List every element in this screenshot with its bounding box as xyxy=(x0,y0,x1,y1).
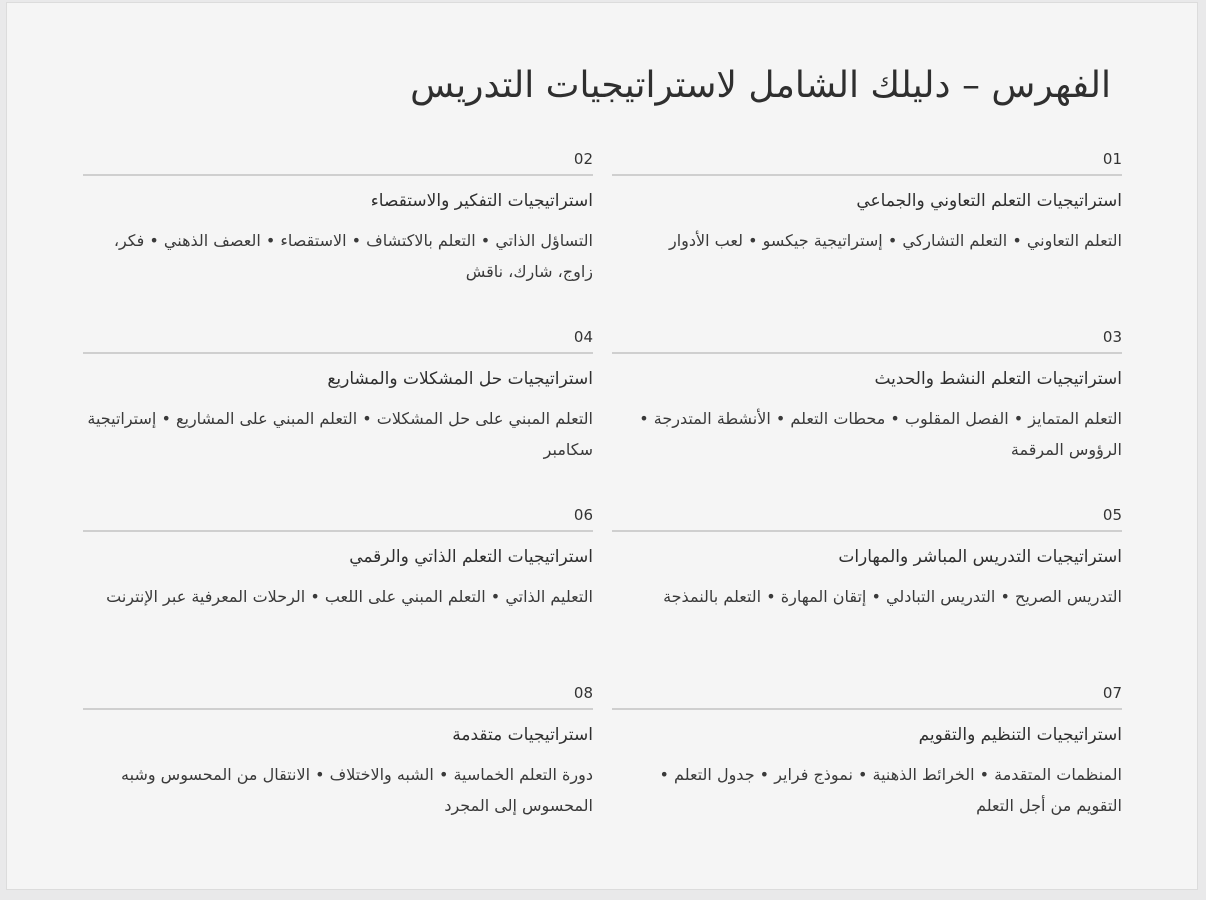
item-divider xyxy=(83,708,593,710)
item-number: 06 xyxy=(573,506,593,524)
item-heading: استراتيجيات التعلم الذاتي والرقمي xyxy=(349,547,593,567)
item-number: 05 xyxy=(1102,506,1122,524)
index-item-08 xyxy=(83,682,593,821)
index-item-01 xyxy=(612,148,1122,256)
item-number: 02 xyxy=(573,150,593,168)
item-description: التساؤل الذاتي • التعلم بالاكتشاف • الاستقصاء • العصف الذهني • فكر، زاوج، شارك، ناقش xyxy=(113,231,593,281)
item-divider xyxy=(612,708,1122,710)
item-heading: استراتيجيات متقدمة xyxy=(452,725,593,745)
index-item-06 xyxy=(83,504,593,612)
item-description: التعلم التعاوني • التعلم التشاركي • إستراتيجية جيكسو • لعب الأدوار xyxy=(669,231,1122,250)
item-heading: استراتيجيات التعلم التعاوني والجماعي xyxy=(856,191,1122,211)
index-item-02 xyxy=(83,148,593,287)
page-title: الفهرس – دليلك الشامل لاستراتيجيات التدريس xyxy=(410,65,1111,106)
item-heading: استراتيجيات التدريس المباشر والمهارات xyxy=(838,547,1122,567)
index-item-03 xyxy=(612,326,1122,465)
item-description: التعلم المتمايز • الفصل المقلوب • محطات التعلم • الأنشطة المتدرجة • الرؤوس المرقمة xyxy=(639,409,1122,459)
item-heading: استراتيجيات التنظيم والتقويم xyxy=(918,725,1122,745)
item-number: 03 xyxy=(1102,328,1122,346)
item-number: 01 xyxy=(1102,150,1122,168)
index-item-05 xyxy=(612,504,1122,612)
item-number: 07 xyxy=(1102,684,1122,702)
item-divider xyxy=(612,174,1122,176)
item-heading: استراتيجيات حل المشكلات والمشاريع xyxy=(327,369,593,389)
item-divider xyxy=(83,530,593,532)
item-description: المنظمات المتقدمة • الخرائط الذهنية • نموذج فراير • جدول التعلم • التقويم من أجل التعلم xyxy=(659,765,1122,815)
index-page xyxy=(6,2,1198,890)
item-divider xyxy=(83,352,593,354)
index-item-07 xyxy=(612,682,1122,821)
index-item-04 xyxy=(83,326,593,465)
item-description: التدريس الصريح • التدريس التبادلي • إتقان المهارة • التعلم بالنمذجة xyxy=(663,587,1122,606)
item-heading: استراتيجيات التعلم النشط والحديث xyxy=(874,369,1122,389)
item-description: دورة التعلم الخماسية • الشبه والاختلاف • الانتقال من المحسوس وشبه المحسوس إلى المجرد xyxy=(121,765,593,815)
item-description: التعلم المبني على حل المشكلات • التعلم المبني على المشاريع • إستراتيجية سكامبر xyxy=(87,409,593,459)
item-divider xyxy=(83,174,593,176)
item-divider xyxy=(612,530,1122,532)
item-number: 08 xyxy=(573,684,593,702)
item-heading: استراتيجيات التفكير والاستقصاء xyxy=(370,191,593,211)
item-number: 04 xyxy=(573,328,593,346)
item-divider xyxy=(612,352,1122,354)
item-description: التعليم الذاتي • التعلم المبني على اللعب • الرحلات المعرفية عبر الإنترنت xyxy=(106,587,593,606)
